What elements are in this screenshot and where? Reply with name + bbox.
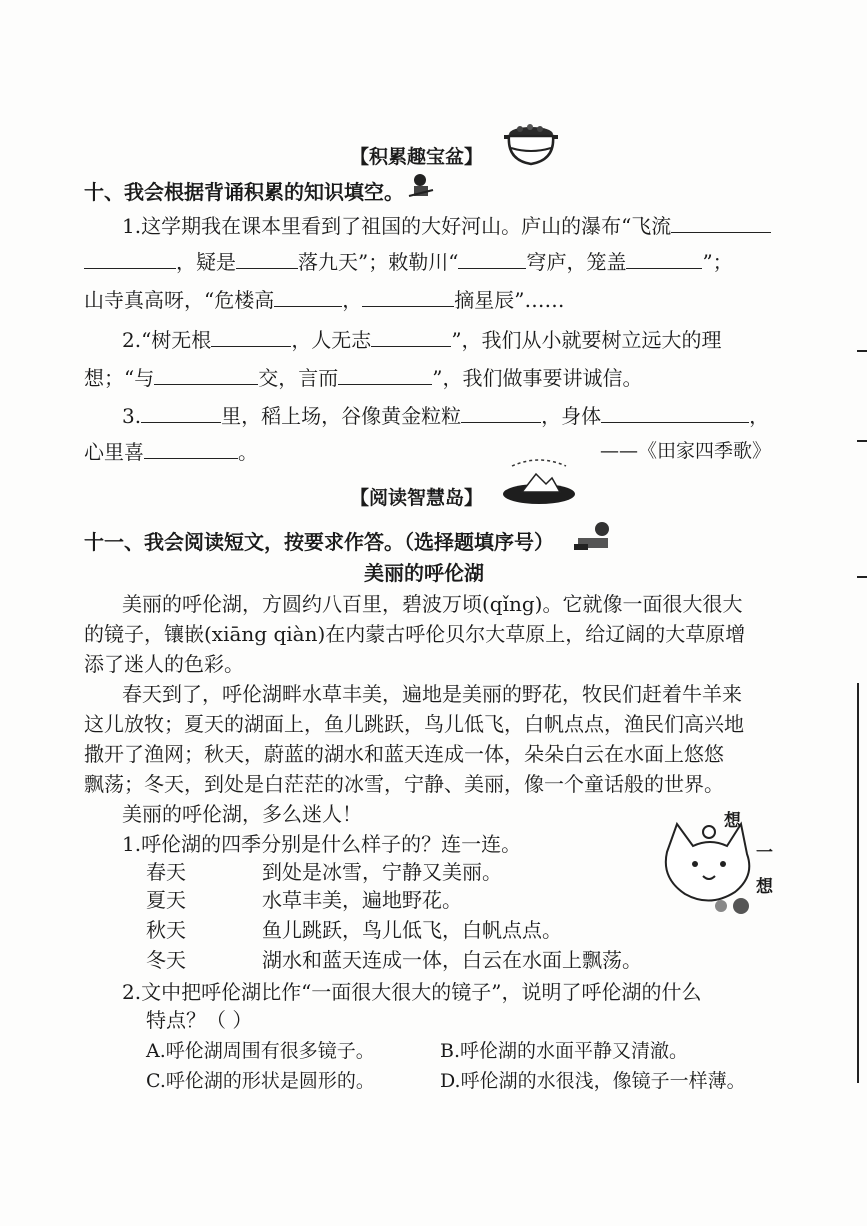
q10-item2-line2: 想；“与 交，言而 ”，我们做事要讲诚信。 xyxy=(84,366,643,390)
subquestion-2-line1: 2.文中把呼伦湖比作“一面很大很大的镜子”，说明了呼伦湖的什么 xyxy=(122,980,702,1004)
answer-blank[interactable] xyxy=(274,288,342,307)
poem-source: ——《田家四季歌》 xyxy=(600,440,772,462)
season-description[interactable]: 湖水和蓝天连成一体，白云在水面上飘荡。 xyxy=(262,948,642,972)
edge-mark xyxy=(857,350,867,352)
option-b[interactable]: B.呼伦湖的水面平静又清澈。 xyxy=(440,1040,689,1062)
passage-p1-line2: 的镜子，镶嵌(xiāng qiàn)在内蒙古呼伦贝尔大草原上，给辽阔的大草原增 xyxy=(84,622,746,646)
option-d[interactable]: D.呼伦湖的水很浅，像镜子一样薄。 xyxy=(440,1070,746,1092)
answer-blank[interactable] xyxy=(84,250,176,269)
answer-blank[interactable] xyxy=(362,288,454,307)
q10-item1-line3: 山寺真高呀，“危楼高 ， 摘星辰”…… xyxy=(84,288,565,312)
season-description[interactable]: 水草丰美，遍地野花。 xyxy=(262,888,462,912)
option-c[interactable]: C.呼伦湖的形状是圆形的。 xyxy=(146,1070,375,1092)
answer-blank[interactable] xyxy=(371,328,451,347)
answer-blank[interactable] xyxy=(458,250,526,269)
passage-p3: 美丽的呼伦湖，多么迷人！ xyxy=(122,802,362,826)
answer-blank[interactable] xyxy=(144,440,238,459)
passage-p2-line1: 春天到了，呼伦湖畔水草丰美，遍地是美丽的野花，牧民们赶着牛羊来 xyxy=(122,682,742,706)
answer-blank[interactable] xyxy=(211,328,291,347)
answer-blank[interactable] xyxy=(141,404,221,423)
season-label[interactable]: 秋天 xyxy=(146,918,186,942)
answer-blank[interactable] xyxy=(461,404,541,423)
edge-mark xyxy=(857,440,867,442)
passage-p1-line1: 美丽的呼伦湖，方圆约八百里，碧波万顷(qǐng)。它就像一面很大很大 xyxy=(122,592,743,616)
passage-title: 美丽的呼伦湖 xyxy=(364,561,484,585)
answer-blank[interactable] xyxy=(338,366,432,385)
passage-p2-line3: 撒开了渔网；秋天，蔚蓝的湖水和蓝天连成一体，朵朵白云在水面上悠悠 xyxy=(84,742,724,766)
section-title-accumulate: 【积累趣宝盆】 xyxy=(350,146,484,168)
option-a[interactable]: A.呼伦湖周围有很多镜子。 xyxy=(146,1040,375,1062)
thinking-fox-icon xyxy=(655,812,765,922)
edge-mark xyxy=(857,683,859,1083)
edge-mark xyxy=(857,576,867,578)
passage-p2-line2: 这儿放牧；夏天的湖面上，鱼儿跳跃，鸟儿低飞，白帆点点，渔民们高兴地 xyxy=(84,712,744,736)
think-char: 想 xyxy=(724,811,741,831)
treasure-pot-icon xyxy=(500,120,562,170)
q10-item2-line1: 2.“树无根 ，人无志 ”，我们从小就要树立远大的理 xyxy=(122,328,722,352)
passage-p2-line4: 飘荡；冬天，到处是白茫茫的冰雪，宁静、美丽，像一个童话般的世界。 xyxy=(84,772,724,796)
question-10-heading: 十、我会根据背诵积累的知识填空。 xyxy=(84,180,404,204)
answer-blank[interactable] xyxy=(671,214,771,233)
season-label[interactable]: 春天 xyxy=(146,860,186,884)
question-11-heading: 十一、我会阅读短文，按要求作答。（选择题填序号） xyxy=(84,530,554,554)
passage-p1-line3: 添了迷人的色彩。 xyxy=(84,652,244,676)
answer-blank[interactable] xyxy=(626,250,702,269)
island-icon xyxy=(500,458,578,508)
think-char: 一 xyxy=(756,843,773,863)
answer-blank[interactable] xyxy=(601,404,749,423)
season-description[interactable]: 鱼儿跳跃，鸟儿低飞，白帆点点。 xyxy=(262,918,562,942)
season-label[interactable]: 冬天 xyxy=(146,948,186,972)
q10-item3-line2: 心里喜 。 xyxy=(84,440,258,464)
q10-item3-line1: 3. 里，稻上场，谷像黄金粒粒 ，身体 ， xyxy=(122,404,770,428)
pencil-kid-icon xyxy=(406,172,436,200)
q10-item1-line2: ，疑是 落九天”；敕勒川“ 穹庐，笼盖 ”； xyxy=(84,246,733,275)
season-label[interactable]: 夏天 xyxy=(146,888,186,912)
reading-kid-icon xyxy=(572,520,618,552)
subquestion-2-line2[interactable]: 特点？（ ） xyxy=(146,1008,253,1032)
answer-blank[interactable] xyxy=(236,250,298,269)
season-description[interactable]: 到处是冰雪，宁静又美丽。 xyxy=(262,860,502,884)
answer-blank[interactable] xyxy=(154,366,258,385)
subquestion-1: 1.呼伦湖的四季分别是什么样子的？连一连。 xyxy=(122,832,522,856)
think-char: 想 xyxy=(756,877,773,897)
section-title-reading: 【阅读智慧岛】 xyxy=(350,487,484,509)
q10-item1-line1: 1.这学期我在课本里看到了祖国的大好河山。庐山的瀑布“飞流 xyxy=(122,210,771,239)
